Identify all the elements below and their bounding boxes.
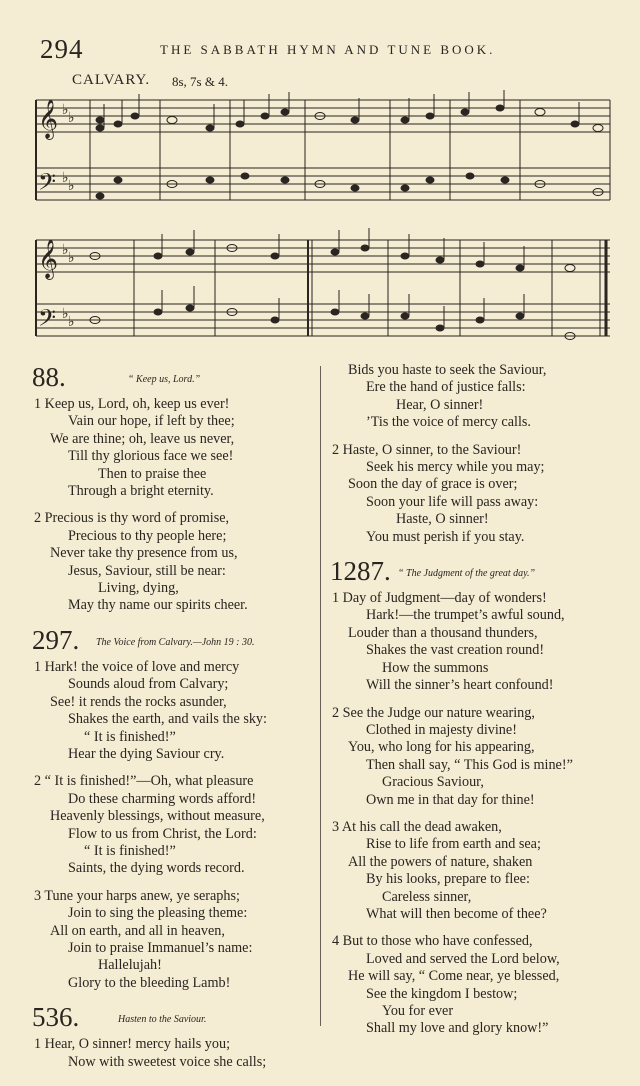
flat-icon: ♭	[62, 306, 69, 322]
verse-line: Loved and served the Lord below,	[366, 950, 560, 967]
verse-line: 2 Haste, O sinner, to the Saviour!	[332, 441, 522, 458]
flat-icon: ♭	[68, 110, 75, 126]
tune-meter: 8s, 7s & 4.	[172, 74, 228, 89]
stanza	[32, 659, 322, 763]
stanza	[330, 362, 620, 432]
verse-line: Hallelujah!	[98, 957, 162, 974]
verse-line: 1 Hear, O sinner! mercy hails you;	[34, 1036, 231, 1053]
verse-line: Do these charming words afford!	[68, 790, 257, 807]
stanza	[32, 888, 322, 992]
hymn-title: “ Keep us, Lord.”	[128, 374, 201, 385]
verse-line: Gracious Saviour,	[382, 774, 484, 791]
bass-clef-icon: 𝄢	[38, 168, 57, 201]
verse-line: Shakes the vast creation round!	[366, 642, 545, 659]
verse-line: Join to praise Immanuel’s name:	[68, 939, 253, 956]
hymn-1287-heading	[330, 556, 620, 590]
hymn-title: “ The Judgment of the great day.”	[398, 568, 536, 580]
verse-line: Till thy glorious face we see!	[68, 448, 234, 465]
verse-line: 3 Tune your harps anew, ye seraphs;	[34, 887, 240, 904]
stanza	[330, 590, 620, 694]
verse-line: You for ever	[382, 1003, 454, 1019]
verse-line: Hark!—the trumpet’s awful sound,	[366, 607, 565, 624]
verse-line: Heavenly blessings, without measure,	[50, 808, 265, 825]
verse-line: 2 Precious is thy word of promise,	[34, 510, 230, 527]
verse-line: See the kingdom I bestow;	[366, 985, 518, 1002]
flat-icon: ♭	[62, 242, 69, 258]
verse-line: 2 “ It is finished!”—Oh, what pleasure	[34, 773, 254, 790]
verse-line: Soon your life will pass away:	[366, 493, 539, 510]
verse-line: Saints, the dying words record.	[68, 860, 245, 877]
verse-line: May thy name our spirits cheer.	[68, 597, 248, 614]
verse-line: 4 But to those who have confessed,	[332, 933, 533, 950]
flat-icon: ♭	[68, 178, 75, 194]
page-number: 294	[40, 34, 84, 64]
verse-line: See! it rends the rocks asunder,	[50, 693, 227, 710]
flat-icon: ♭	[68, 314, 75, 330]
verse-line: Sounds aloud from Calvary;	[68, 676, 229, 693]
verse-line: You, who long for his appearing,	[348, 739, 535, 756]
verse-line: 2 See the Judge our nature wearing,	[332, 704, 535, 721]
stanza	[32, 1036, 322, 1071]
running-title: THE SABBATH HYMN AND TUNE BOOK.	[160, 42, 496, 57]
verse-line: Through a bright eternity.	[68, 483, 214, 500]
verse-line: 1 Keep us, Lord, oh, keep us ever!	[34, 396, 230, 412]
verse-line: 3 At his call the dead awaken,	[332, 818, 502, 835]
verse-line: Flow to us from Christ, the Lord:	[68, 825, 257, 842]
notes-system-2	[90, 245, 575, 340]
verse-line: Shall my love and glory know!”	[366, 1020, 549, 1037]
verse-line: Join to sing the pleasing theme:	[68, 905, 248, 922]
verse-line: Soon the day of grace is over;	[348, 476, 518, 493]
treble-clef-icon: 𝄞	[38, 99, 59, 139]
verse-line: Hear, O sinner!	[396, 396, 484, 413]
verse-line: “ It is finished!”	[84, 728, 176, 745]
verse-line: Own me in that day for thine!	[366, 791, 535, 808]
hymn-number: 297.	[32, 624, 80, 655]
verse-line: Will the sinner’s heart confound!	[366, 677, 554, 694]
verse-line: Vain our hope, if left by thee;	[68, 413, 235, 430]
verse-line: Glory to the bleeding Lamb!	[68, 974, 231, 991]
verse-line: All on earth, and all in heaven,	[50, 922, 225, 939]
hymn-536-heading	[32, 1002, 322, 1036]
flat-icon: ♭	[62, 170, 69, 186]
verse-line: 1 Day of Judgment—day of wonders!	[332, 590, 547, 607]
tune-name: CALVARY.	[72, 72, 151, 88]
bass-clef-icon: 𝄢	[38, 304, 57, 337]
verse-line: Clothed in majesty divine!	[366, 721, 517, 738]
flat-icon: ♭	[68, 250, 75, 266]
hymn-number: 88.	[32, 362, 66, 392]
verse-line: Louder than a thousand thunders,	[348, 624, 538, 641]
verse-line: Precious to thy people here;	[68, 527, 227, 544]
hymn-number: 1287.	[330, 556, 391, 587]
hymn-88-heading	[32, 362, 322, 396]
verse-line: Haste, O sinner!	[396, 511, 489, 528]
verse-line: Then to praise thee	[98, 465, 207, 482]
verse-line: Then shall say, “ This God is mine!”	[366, 756, 573, 773]
verse-line: How the summons	[382, 659, 489, 676]
verse-line: By his looks, prepare to flee:	[366, 871, 530, 888]
stanza	[32, 773, 322, 877]
verse-line: He will say, “ Come near, ye blessed,	[348, 968, 560, 985]
stanza	[330, 705, 620, 809]
clefs	[38, 99, 75, 337]
verse-line: Now with sweetest voice she calls;	[68, 1053, 267, 1070]
verse-line: Hear the dying Saviour cry.	[68, 745, 225, 762]
stanza	[32, 510, 322, 614]
verse-line: Bids you haste to seek the Saviour,	[348, 362, 547, 378]
verse-line: ’Tis the voice of mercy calls.	[366, 414, 531, 431]
verse-line: Rise to life from earth and sea;	[366, 836, 541, 853]
note-stems	[104, 90, 579, 328]
hymn-title: Hasten to the Saviour.	[118, 1014, 207, 1026]
verse-line: You must perish if you stay.	[366, 528, 525, 545]
verse-line: Ere the hand of justice falls:	[366, 379, 526, 396]
verse-line: Jesus, Saviour, still be near:	[68, 562, 226, 579]
verse-line: We are thine; oh, leave us never,	[50, 430, 235, 447]
left-column	[32, 362, 322, 1081]
verse-line: Seek his mercy while you may;	[366, 459, 545, 476]
verse-line: “ It is finished!”	[84, 842, 176, 859]
stanza	[330, 819, 620, 923]
verse-line: Shakes the earth, and vails the sky:	[68, 711, 267, 728]
flat-icon: ♭	[62, 102, 69, 118]
hymn-title: The Voice from Calvary.—John 19 : 30.	[96, 636, 255, 648]
right-column	[330, 362, 620, 1048]
verse-line: 1 Hark! the voice of love and mercy	[34, 658, 240, 675]
verse-line: What will then become of thee?	[366, 905, 547, 922]
hymn-number: 536.	[32, 1002, 80, 1033]
stanza	[330, 442, 620, 546]
hymn-297-heading	[32, 625, 322, 659]
verse-line: Careless sinner,	[382, 888, 472, 905]
music-score	[0, 90, 640, 350]
notes-system-1	[96, 105, 603, 199]
stanza	[32, 396, 322, 500]
stanza	[330, 933, 620, 1037]
verse-line: All the powers of nature, shaken	[348, 853, 533, 870]
treble-clef-icon: 𝄞	[38, 239, 59, 279]
verse-line: Never take thy presence from us,	[50, 545, 238, 562]
verse-line: Living, dying,	[98, 580, 179, 597]
